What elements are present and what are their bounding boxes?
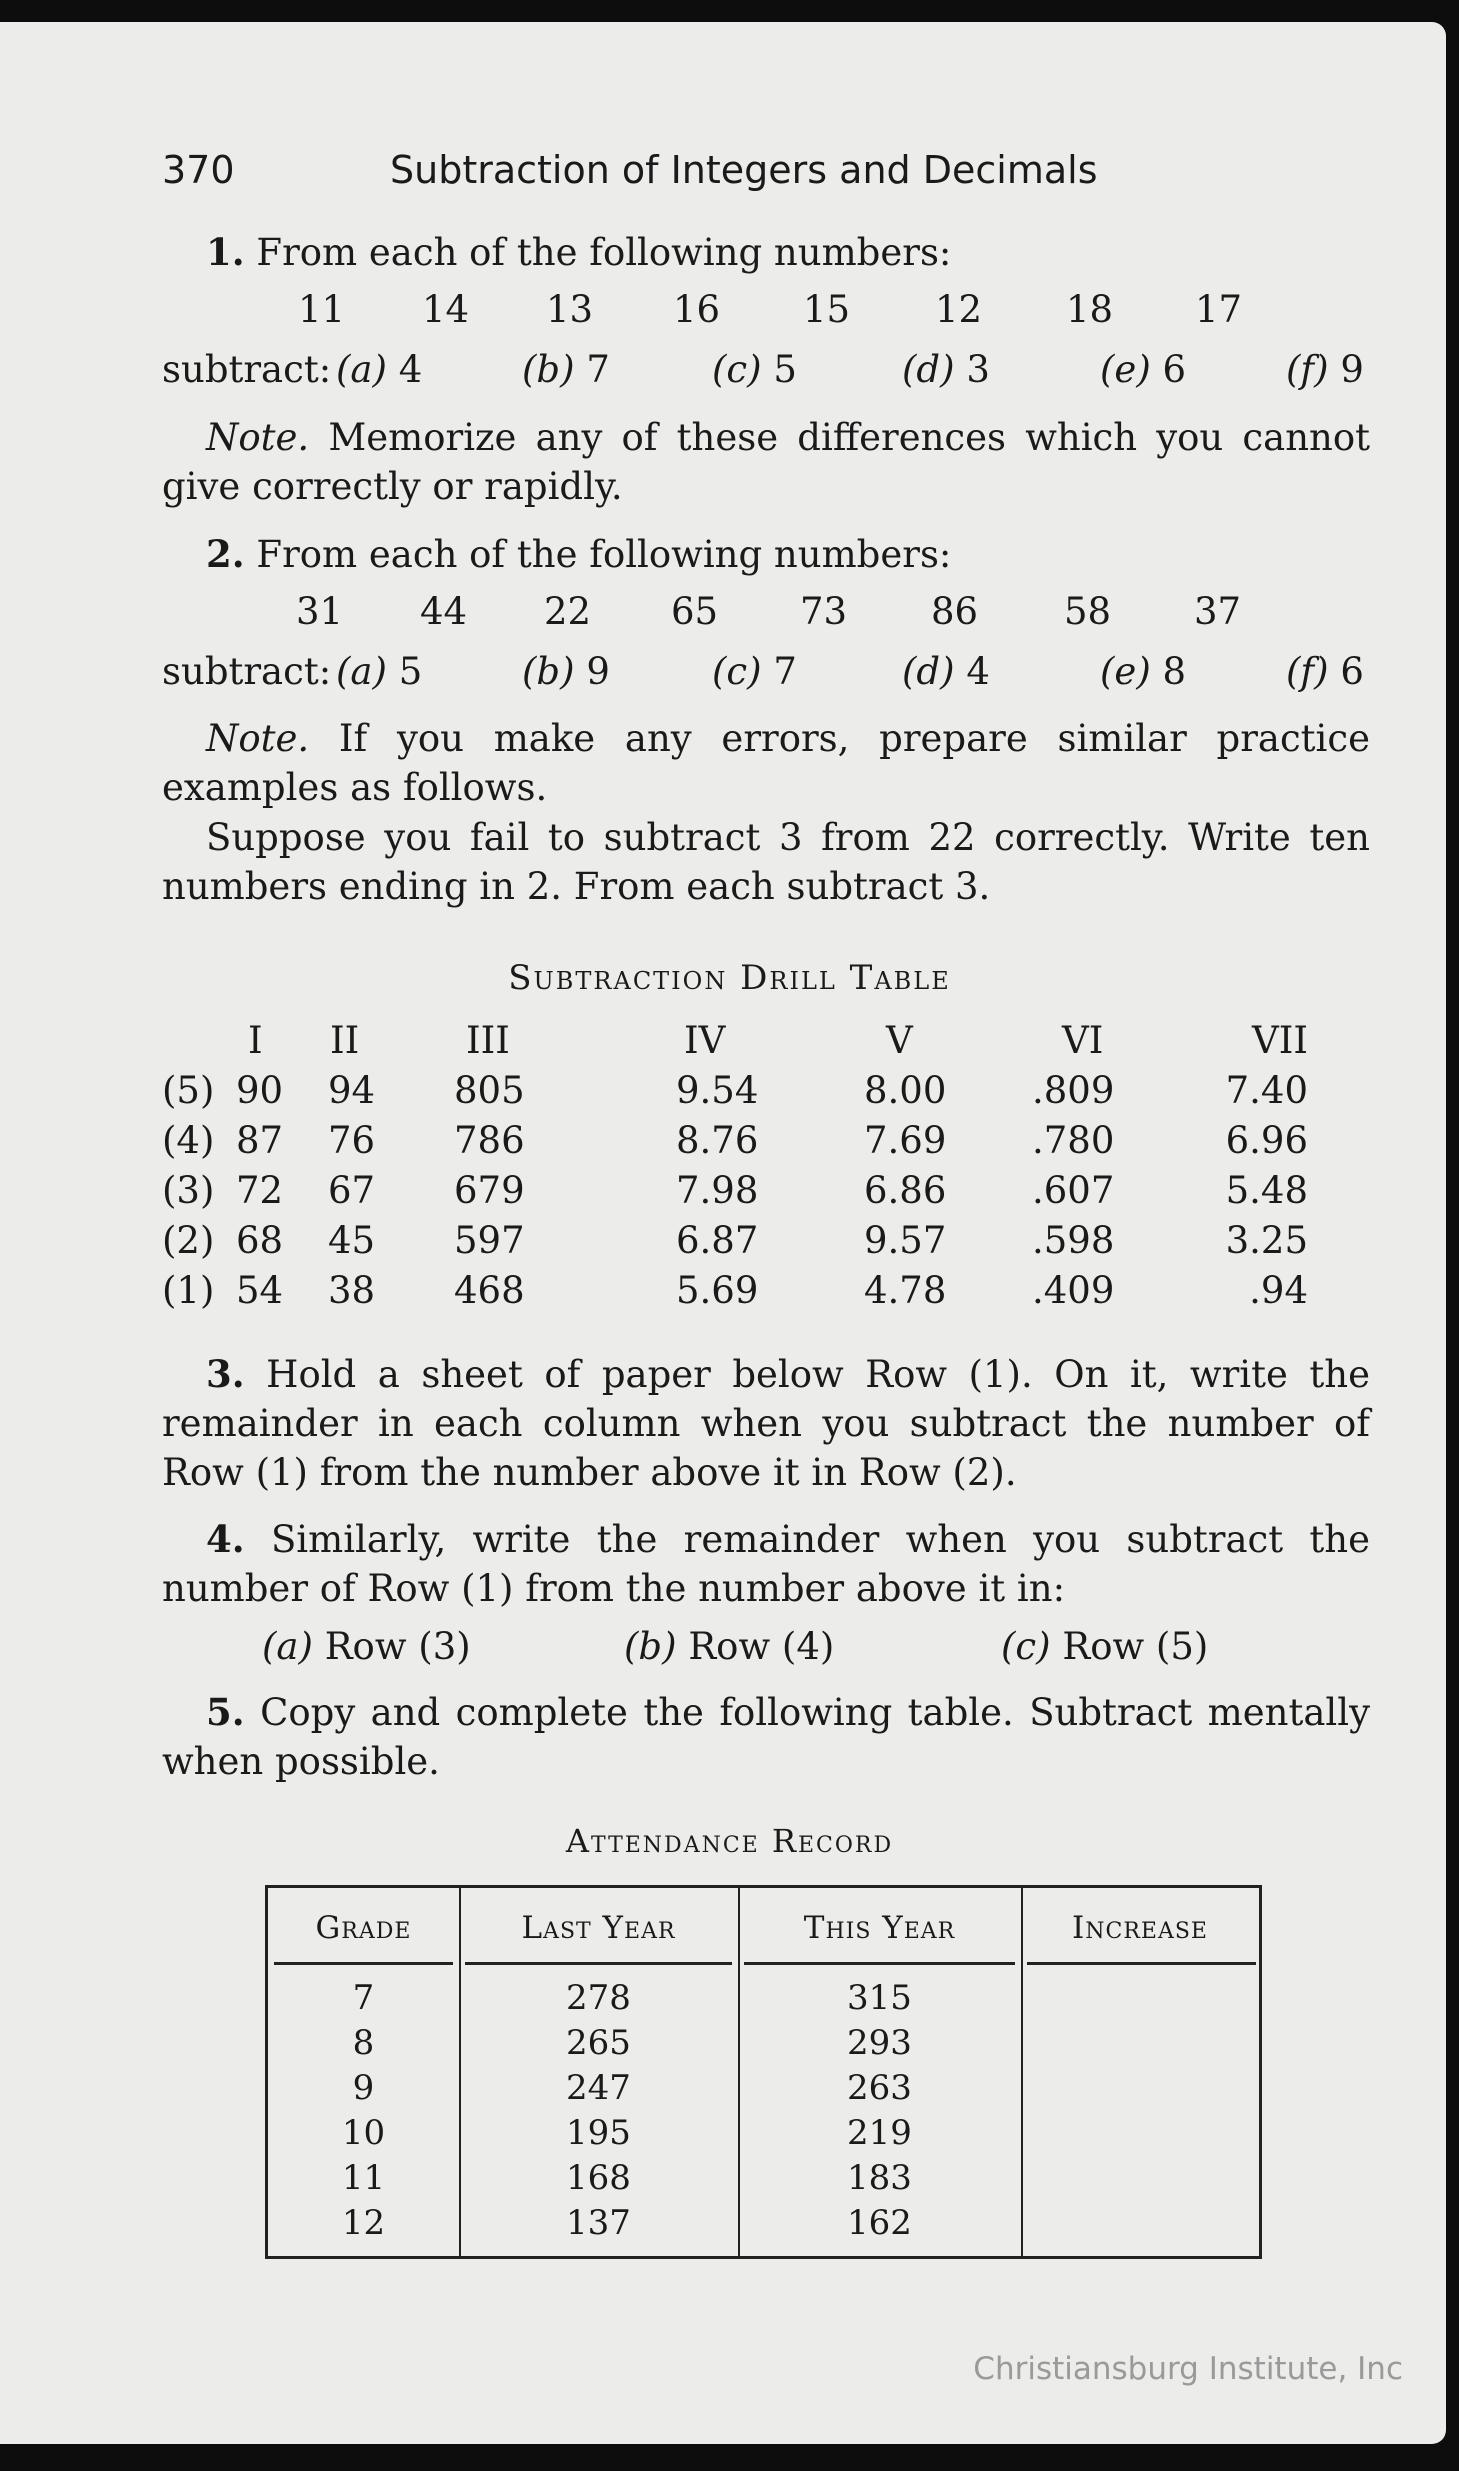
drill-row-label: (3): [162, 1168, 215, 1212]
drill-cell: 3.25: [1225, 1218, 1308, 1262]
drill-col-header: V: [886, 1018, 913, 1062]
drill-cell: .409: [1032, 1268, 1115, 1312]
part-value: 5: [398, 650, 423, 693]
drill-cell: 90: [236, 1068, 284, 1112]
drill-row: [162, 1265, 1308, 1315]
ex2-number-item: 73: [800, 590, 848, 633]
attendance-last-year: 265: [566, 2023, 631, 2063]
header-rule: [274, 1962, 453, 1965]
ex2-number-item: 37: [1194, 590, 1242, 633]
drill-row: [162, 1065, 1308, 1115]
ex2-suppose: [162, 813, 1370, 911]
drill-cell: 38: [328, 1268, 376, 1312]
drill-cell: 6.86: [864, 1168, 947, 1212]
ex2-numbers-row: [0, 590, 1459, 638]
subtract-label: subtract:: [162, 650, 332, 693]
attendance-header-increase: Increase: [1072, 1910, 1208, 1946]
part-value: 9: [586, 650, 610, 693]
drill-cell: .94: [1249, 1268, 1308, 1312]
ex2-number-item: 65: [671, 590, 719, 633]
header-rule: [1027, 1962, 1256, 1965]
header-rule: [465, 1962, 732, 1965]
part-label: (b): [522, 650, 575, 693]
drill-row: [162, 1165, 1308, 1215]
ex3-number: 3.: [206, 1352, 245, 1396]
part-label: (c): [1001, 1625, 1051, 1668]
ex2-number-item: 22: [544, 590, 592, 633]
ex2-note: [162, 714, 1370, 812]
drill-cell: 72: [236, 1168, 284, 1212]
part-label: (f): [1286, 348, 1329, 391]
part-label: (d): [902, 650, 955, 693]
part-value: 3: [966, 348, 990, 391]
drill-cell: 54: [236, 1268, 284, 1312]
drill-col-header: VI: [1062, 1018, 1104, 1062]
part-label: (f): [1286, 650, 1329, 693]
note-label: Note.: [206, 416, 310, 459]
suppose-text: Suppose you fail to subtract 3 from 22 correctly. Write ten numbers ending in 2. From each subtract 3.: [162, 816, 1370, 908]
header-rule: [744, 1962, 1015, 1965]
drill-cell: 7.98: [676, 1168, 759, 1212]
ex2-subtract-row: [0, 650, 1459, 698]
attendance-grade: 8: [352, 2023, 375, 2063]
drill-cell: 5.69: [676, 1268, 759, 1312]
drill-table: [162, 1015, 1308, 1315]
drill-row-label: (4): [162, 1118, 215, 1162]
drill-cell: 8.76: [676, 1118, 759, 1162]
drill-row-label: (2): [162, 1218, 215, 1262]
ex5-paragraph: [162, 1688, 1370, 1786]
ex1-number-item: 14: [422, 288, 470, 331]
ex1-prompt: [206, 228, 1414, 277]
ex4-text: Similarly, write the remainder when you subtract the number of Row (1) from the number above it in:: [162, 1518, 1370, 1610]
drill-table-title: Subtraction Drill Table: [508, 958, 951, 998]
drill-cell: 68: [236, 1218, 284, 1262]
watermark: Christiansburg Institute, Inc: [973, 2351, 1403, 2387]
attendance-header-grade: Grade: [315, 1910, 412, 1946]
part-label: (b): [522, 348, 575, 391]
ex1-prompt-text: From each of the following numbers:: [256, 231, 952, 274]
ex3-text: Hold a sheet of paper below Row (1). On it, write the remainder in each column when you subtract the number of Row (1) from the number above it in Row (2).: [162, 1353, 1370, 1494]
part-value: 7: [773, 650, 797, 693]
attendance-last-year: 278: [566, 1978, 631, 2018]
attendance-grade: 7: [352, 1978, 375, 2018]
attendance-this-year: 263: [847, 2068, 912, 2108]
drill-cell: .780: [1032, 1118, 1115, 1162]
part-value: 5: [773, 348, 797, 391]
attendance-last-year: 195: [566, 2113, 631, 2153]
ex4-parts-row: [0, 1625, 1459, 1673]
chapter-title: Subtraction of Integers and Decimals: [390, 148, 1098, 192]
ex1-number-item: 12: [935, 288, 983, 331]
drill-cell: .809: [1032, 1068, 1115, 1112]
drill-cell: .607: [1032, 1168, 1115, 1212]
part-text: Row (3): [324, 1625, 471, 1668]
ex4-paragraph: [162, 1515, 1370, 1613]
drill-cell: 94: [328, 1068, 376, 1112]
ex5-text: Copy and complete the following table. Subtract mentally when possible.: [162, 1691, 1370, 1783]
attendance-last-year: 247: [566, 2068, 631, 2108]
drill-row-label: (1): [162, 1268, 215, 1312]
drill-cell: 597: [454, 1218, 525, 1262]
drill-cell: 76: [328, 1118, 376, 1162]
part-label: (c): [712, 650, 762, 693]
ex2-number: 2.: [206, 532, 245, 576]
part-label: (c): [712, 348, 762, 391]
part-value: 4: [398, 348, 423, 391]
part-label: (e): [1100, 348, 1151, 391]
attendance-this-year: 183: [847, 2158, 912, 2198]
drill-col-header: IV: [684, 1018, 726, 1062]
ex2-prompt-text: From each of the following numbers:: [256, 533, 952, 576]
part-value: 9: [1340, 348, 1364, 391]
drill-cell: 45: [328, 1218, 376, 1262]
drill-header-row: [162, 1015, 1308, 1065]
drill-cell: 7.69: [864, 1118, 947, 1162]
part-label: (d): [902, 348, 955, 391]
ex2-prompt: [206, 530, 1414, 579]
drill-cell: .598: [1032, 1218, 1115, 1262]
attendance-last-year: 168: [566, 2158, 631, 2198]
ex1-number-item: 13: [546, 288, 594, 331]
attendance-this-year: 219: [847, 2113, 912, 2153]
part-text: Row (4): [688, 1625, 835, 1668]
drill-col-header: VII: [1252, 1018, 1308, 1062]
ex1-numbers-row: [0, 288, 1459, 336]
subtract-label: subtract:: [162, 348, 332, 391]
drill-cell: 5.48: [1225, 1168, 1308, 1212]
ex3-paragraph: [162, 1350, 1370, 1497]
attendance-grade: 11: [341, 2158, 386, 2198]
attendance-last-year: 137: [566, 2203, 631, 2243]
note-text: Memorize any of these differences which you cannot give correctly or rapidly.: [162, 416, 1370, 508]
page-number: 370: [162, 148, 235, 192]
part-label: (a): [336, 348, 387, 391]
ex1-number-item: 11: [298, 288, 346, 331]
drill-cell: 679: [454, 1168, 525, 1212]
drill-cell: 786: [454, 1118, 525, 1162]
part-value: 6: [1162, 348, 1187, 391]
attendance-header-last-year: Last Year: [521, 1910, 676, 1946]
attendance-grade: 9: [352, 2068, 375, 2108]
attendance-this-year: 162: [847, 2203, 912, 2243]
drill-cell: 7.40: [1225, 1068, 1308, 1112]
ex4-number: 4.: [206, 1517, 245, 1561]
ex1-number: 1.: [206, 230, 245, 274]
drill-cell: 9.57: [864, 1218, 947, 1262]
ex1-note: [162, 413, 1370, 511]
drill-cell: 67: [328, 1168, 376, 1212]
drill-col-header: I: [248, 1018, 263, 1062]
note-text: If you make any errors, prepare similar practice examples as follows.: [162, 717, 1370, 809]
drill-row: [162, 1115, 1308, 1165]
part-value: 4: [966, 650, 990, 693]
part-value: 7: [586, 348, 610, 391]
attendance-title: Attendance Record: [565, 1822, 894, 1860]
attendance-this-year: 315: [847, 1978, 912, 2018]
ex2-number-item: 58: [1064, 590, 1112, 633]
attendance-header-this-year: This Year: [803, 1910, 956, 1946]
drill-cell: 87: [236, 1118, 284, 1162]
ex2-number-item: 44: [420, 590, 468, 633]
part-label: (b): [624, 1625, 677, 1668]
ex2-number-item: 31: [296, 590, 344, 633]
drill-cell: 805: [454, 1068, 525, 1112]
ex1-number-item: 16: [673, 288, 721, 331]
ex1-number-item: 17: [1195, 288, 1243, 331]
drill-cell: 9.54: [676, 1068, 759, 1112]
part-label: (e): [1100, 650, 1151, 693]
drill-cell: 6.87: [676, 1218, 759, 1262]
ex1-number-item: 15: [803, 288, 851, 331]
attendance-grade: 10: [341, 2113, 386, 2153]
drill-row: [162, 1215, 1308, 1265]
ex5-number: 5.: [206, 1690, 245, 1734]
drill-cell: 8.00: [864, 1068, 947, 1112]
drill-col-header: III: [466, 1018, 510, 1062]
ex2-number-item: 86: [931, 590, 979, 633]
ex1-number-item: 18: [1066, 288, 1114, 331]
note-label: Note.: [206, 717, 310, 760]
attendance-grade: 12: [341, 2203, 386, 2243]
drill-cell: 468: [454, 1268, 525, 1312]
part-value: 6: [1340, 650, 1364, 693]
drill-cell: 4.78: [864, 1268, 947, 1312]
part-text: Row (5): [1062, 1625, 1209, 1668]
drill-col-header: II: [330, 1018, 360, 1062]
running-header: [162, 148, 1162, 208]
part-label: (a): [336, 650, 387, 693]
drill-cell: 6.96: [1225, 1118, 1308, 1162]
drill-row-label: (5): [162, 1068, 215, 1112]
attendance-this-year: 293: [847, 2023, 912, 2063]
part-label: (a): [262, 1625, 313, 1668]
ex1-subtract-row: [0, 348, 1459, 396]
part-value: 8: [1162, 650, 1187, 693]
attendance-table: [265, 1885, 1262, 2259]
